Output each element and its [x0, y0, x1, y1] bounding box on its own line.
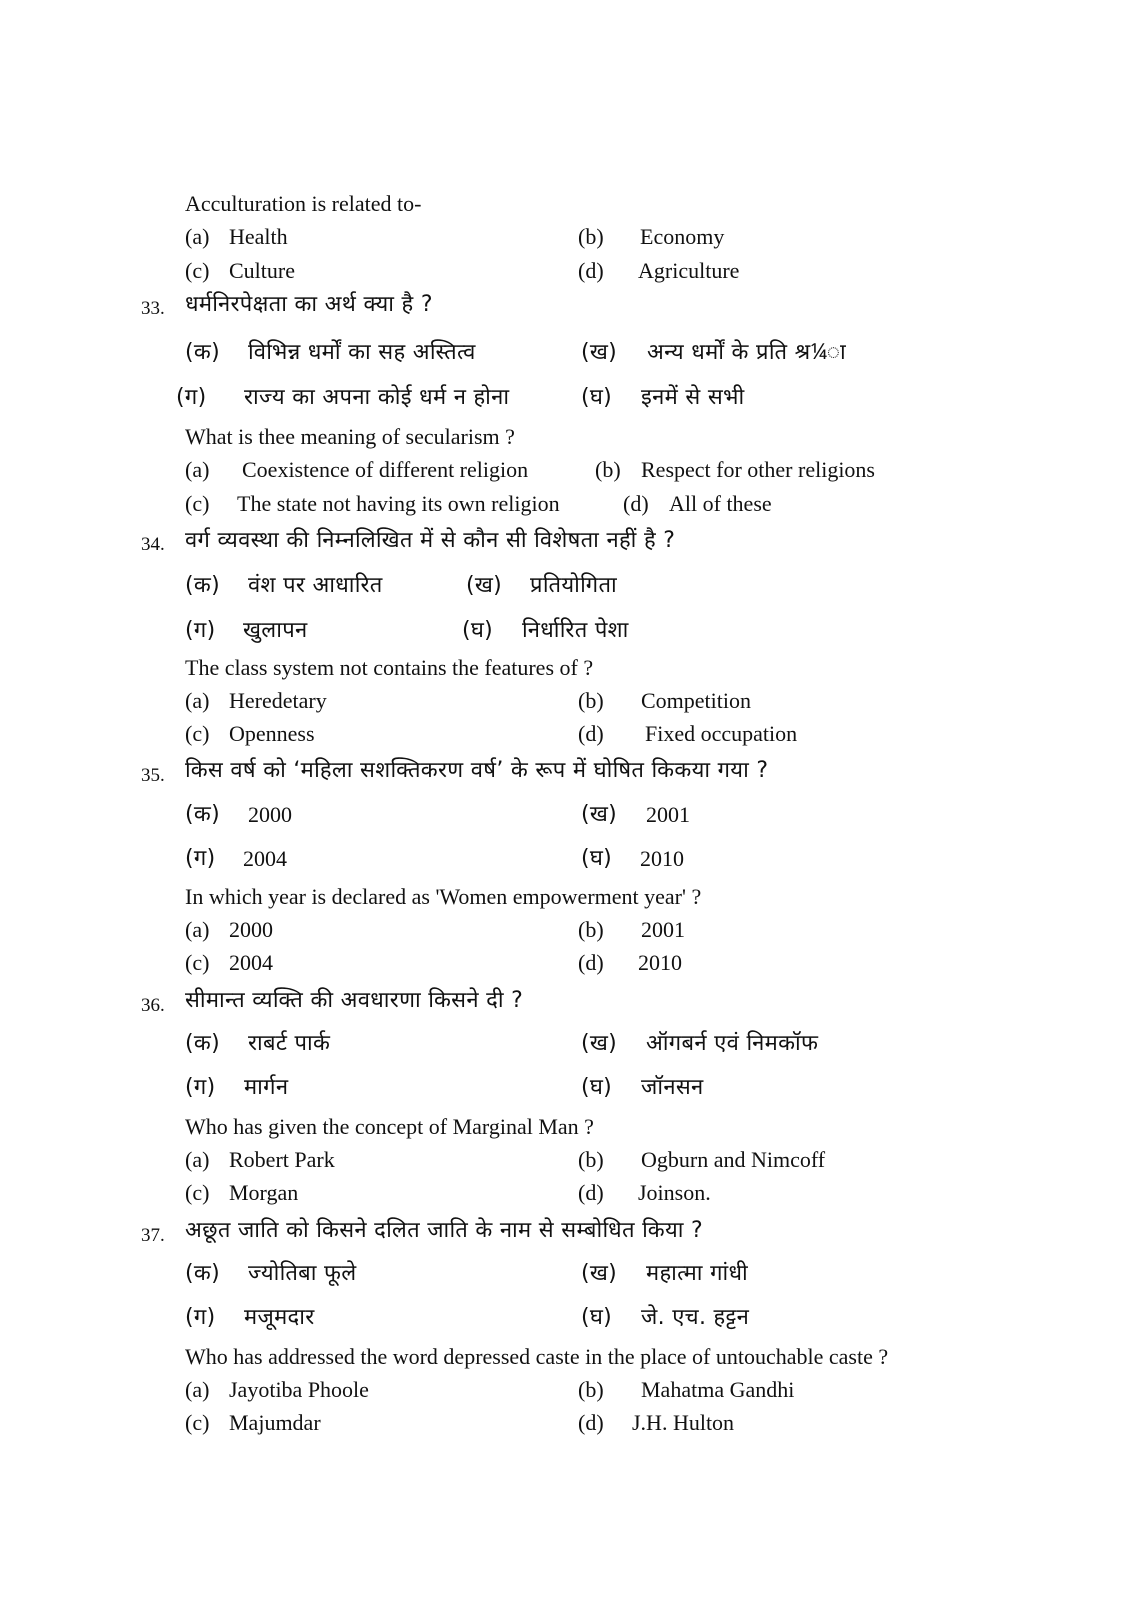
option-text: 2010 — [638, 950, 682, 975]
option-text: 2010 — [640, 846, 684, 871]
option-label: (d) — [578, 1410, 604, 1435]
option-label: (b) — [578, 1147, 604, 1172]
option-label: (ख) — [581, 1261, 618, 1286]
option-text: Culture — [229, 258, 295, 283]
question-text-en: The class system not contains the features of ? — [185, 655, 594, 680]
option-text: महात्मा गांधी — [646, 1261, 748, 1286]
option-text: Coexistence of different religion — [242, 457, 529, 482]
option-text: निर्धारित पेशा — [522, 618, 629, 643]
option-text: Majumdar — [229, 1410, 321, 1435]
option-text: Morgan — [229, 1180, 299, 1205]
option-label: (ग) — [185, 1075, 216, 1100]
option-label: (c) — [185, 950, 210, 975]
option-label: (ख) — [581, 1031, 618, 1056]
option-label: (d) — [578, 258, 604, 283]
question-text-en: In which year is declared as 'Women empowerment year' ? — [185, 884, 702, 909]
option-text: Jayotiba Phoole — [229, 1377, 369, 1402]
option-label: (घ) — [581, 846, 613, 871]
option-text: 2000 — [229, 917, 273, 942]
question-text-hi: सीमान्त व्यक्ति की अवधारणा किसने दी ? — [185, 988, 524, 1013]
question-text-hi: धर्मनिरपेक्षता का अर्थ क्या है ? — [185, 292, 433, 317]
question-text-en: Who has given the concept of Marginal Man ? — [185, 1114, 594, 1139]
option-label: (ग) — [176, 385, 207, 410]
option-text: Competition — [641, 688, 751, 713]
option-text: Heredetary — [229, 688, 327, 713]
question-number: 35. — [141, 765, 165, 786]
option-label: (घ) — [581, 1075, 613, 1100]
option-text: 2001 — [641, 917, 685, 942]
question-text-hi: वर्ग व्यवस्था की निम्नलिखित में से कौन सी विशेषता नहीं है ? — [185, 528, 676, 553]
option-text: इनमें से सभी — [641, 385, 745, 410]
option-text: 2001 — [646, 802, 690, 827]
option-label: (ग) — [185, 618, 216, 643]
option-text: Mahatma Gandhi — [641, 1377, 795, 1402]
option-text: विभिन्न धर्मों का सह अस्तित्व — [248, 340, 476, 365]
question-text-en: Acculturation is related to- — [185, 191, 422, 216]
question-text-en: What is thee meaning of secularism ? — [185, 424, 515, 449]
option-label: (c) — [185, 1180, 210, 1205]
question-text-en: Who has addressed the word depressed caste in the place of untouchable caste ? — [185, 1344, 889, 1369]
option-label: (b) — [578, 1377, 604, 1402]
option-text: प्रतियोगिता — [530, 573, 618, 598]
question-number: 33. — [141, 298, 165, 319]
option-label: (ग) — [185, 1305, 216, 1330]
option-text: राज्य का अपना कोई धर्म न होना — [244, 385, 510, 410]
option-text: Agriculture — [638, 258, 740, 283]
option-text: वंश पर आधारित — [248, 573, 383, 598]
option-label: (c) — [185, 491, 210, 516]
question-number: 34. — [141, 534, 165, 555]
option-text: ज्योतिबा फूले — [248, 1261, 357, 1286]
option-text: Robert Park — [229, 1147, 335, 1172]
option-label: (b) — [595, 457, 621, 482]
option-label: (क) — [185, 1031, 220, 1056]
option-text: 2004 — [243, 846, 287, 871]
option-text: जे. एच. हट्टन — [641, 1305, 750, 1330]
option-label: (क) — [185, 340, 220, 365]
option-text: Fixed occupation — [645, 721, 798, 746]
option-text: Health — [229, 224, 288, 249]
option-text: राबर्ट पार्क — [248, 1031, 331, 1056]
option-text: 2000 — [248, 802, 292, 827]
option-label: (b) — [578, 224, 604, 249]
option-label: (a) — [185, 224, 210, 249]
option-text: J.H. Hulton — [632, 1410, 735, 1435]
option-label: (b) — [578, 917, 604, 942]
option-text: All of these — [669, 491, 772, 516]
option-text: Respect for other religions — [641, 457, 875, 482]
option-text: अन्य धर्मों के प्रति श्र¼ा — [647, 340, 846, 365]
option-label: (a) — [185, 1147, 210, 1172]
option-text: मजूमदार — [244, 1305, 315, 1330]
option-label: (क) — [185, 573, 220, 598]
option-label: (a) — [185, 917, 210, 942]
option-label: (d) — [578, 1180, 604, 1205]
option-label: (d) — [623, 491, 649, 516]
option-label: (a) — [185, 1377, 210, 1402]
option-label: (c) — [185, 721, 210, 746]
option-label: (ख) — [466, 573, 503, 598]
option-text: Joinson. — [638, 1180, 711, 1205]
option-text: मार्गन — [244, 1075, 289, 1100]
question-text-hi: किस वर्ष को ‘महिला सशक्तिकरण वर्ष’ के रूप में घोषित किकया गया ? — [185, 758, 769, 783]
option-label: (d) — [578, 950, 604, 975]
option-label: (d) — [578, 721, 604, 746]
option-text: The state not having its own religion — [237, 491, 560, 516]
option-label: (घ) — [581, 385, 613, 410]
option-label: (a) — [185, 688, 210, 713]
option-label: (b) — [578, 688, 604, 713]
option-text: जॉनसन — [641, 1075, 704, 1100]
option-text: Economy — [640, 224, 725, 249]
option-label: (ख) — [581, 802, 618, 827]
option-label: (क) — [185, 802, 220, 827]
option-label: (c) — [185, 258, 210, 283]
option-label: (ख) — [581, 340, 618, 365]
option-text: Openness — [229, 721, 315, 746]
option-text: ऑगबर्न एवं निमकॉफ — [646, 1031, 819, 1056]
option-text: Ogburn and Nimcoff — [641, 1147, 826, 1172]
question-number: 36. — [141, 995, 165, 1016]
option-label: (ग) — [185, 846, 216, 871]
option-label: (घ) — [462, 618, 494, 643]
option-label: (घ) — [581, 1305, 613, 1330]
option-label: (a) — [185, 457, 210, 482]
question-text-hi: अछूत जाति को किसने दलित जाति के नाम से सम्बोधित किया ? — [185, 1218, 704, 1243]
option-text: खुलापन — [243, 618, 308, 643]
option-text: 2004 — [229, 950, 273, 975]
option-label: (क) — [185, 1261, 220, 1286]
question-number: 37. — [141, 1225, 165, 1246]
option-label: (c) — [185, 1410, 210, 1435]
